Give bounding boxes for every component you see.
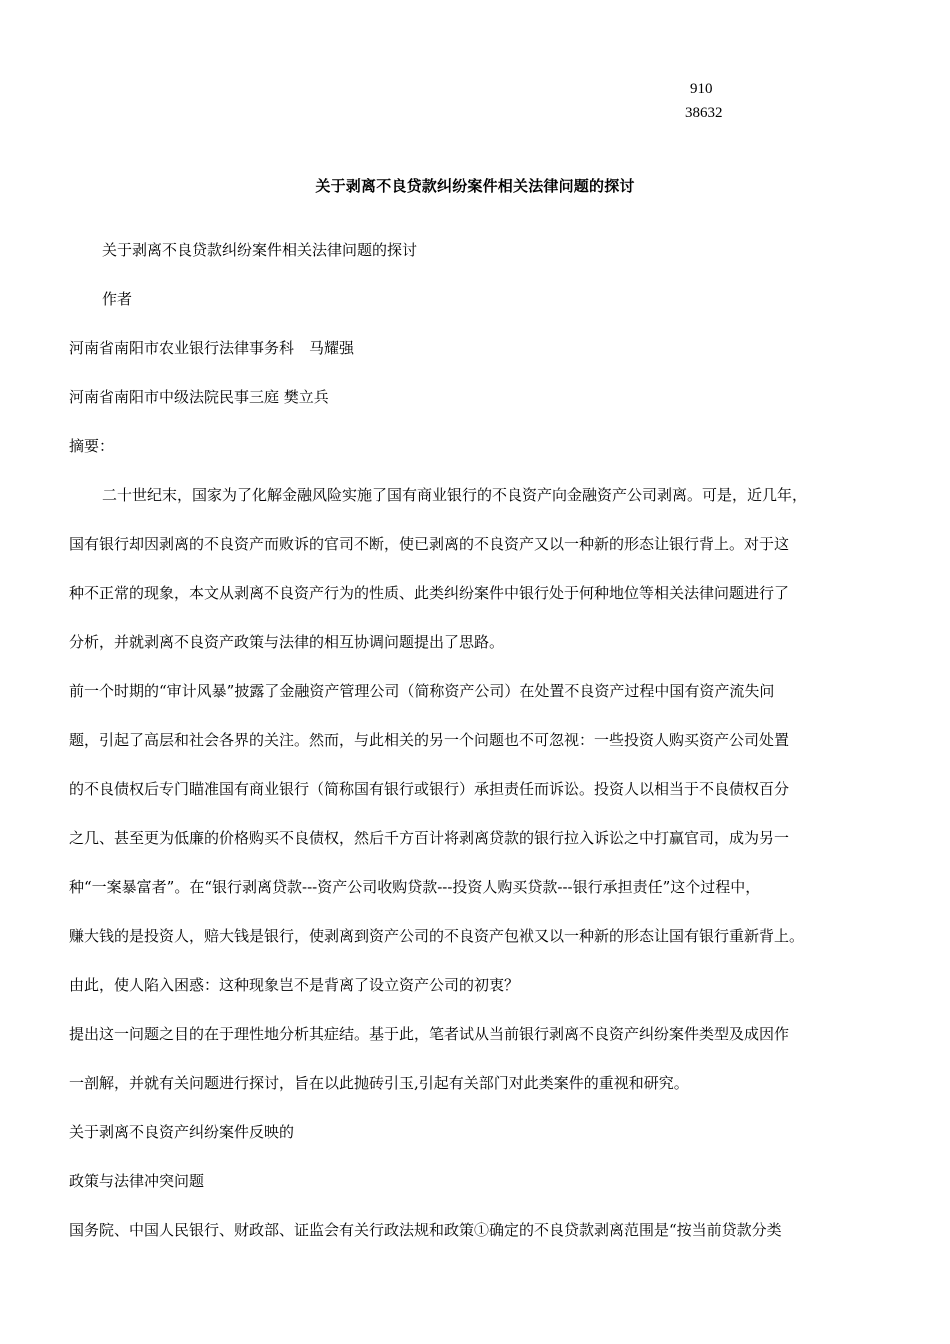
paragraph-line: 一剖解，并就有关问题进行探讨，旨在以此抛砖引玉,引起有关部门对此类案件的重视和研究。 <box>69 1074 689 1092</box>
author-label: 作者 <box>102 290 133 308</box>
document-body <box>69 228 894 1257</box>
paragraph-line: 提出这一问题之目的在于理性地分析其症结。基于此，笔者试从当前银行剥离不良资产纠纷案件类型及成因作 <box>69 1025 790 1043</box>
paragraph-line: 由此，使人陷入困惑：这种现象岂不是背离了设立资产公司的初衷？ <box>69 976 520 994</box>
subtitle-line: 关于剥离不良贷款纠纷案件相关法律问题的探讨 <box>102 241 418 259</box>
paragraph-line: 赚大钱的是投资人，赔大钱是银行，使剥离到资产公司的不良资产包袱又以一种新的形态让国有银行重新背上。 <box>69 927 805 945</box>
paragraph-line: 国务院、中国人民银行、财政部、证监会有关行政法规和政策①确定的不良贷款剥离范围是“按当前贷款分类 <box>69 1221 782 1239</box>
section-heading-line: 关于剥离不良资产纠纷案件反映的 <box>69 1123 295 1141</box>
paragraph-line: 前一个时期的“审计风暴”披露了金融资产管理公司（简称资产公司）在处置不良资产过程中国有资产流失问 <box>69 682 775 700</box>
author-line-2: 河南省南阳市中级法院民事三庭 樊立兵 <box>69 388 329 406</box>
section-heading-line: 政策与法律冲突问题 <box>69 1172 205 1190</box>
document-title: 关于剥离不良贷款纠纷案件相关法律问题的探讨 <box>315 177 635 195</box>
abstract-line: 种不正常的现象，本文从剥离不良资产行为的性质、此类纠纷案件中银行处于何种地位等相关法律问题进行了 <box>69 584 790 602</box>
abstract-label: 摘要： <box>69 437 115 455</box>
document-code-line-2: 38632 <box>685 105 723 121</box>
abstract-line: 二十世纪末，国家为了化解金融风险实施了国有商业银行的不良资产向金融资产公司剥离。可是，近几年， <box>102 486 808 504</box>
paragraph-line: 的不良债权后专门瞄准国有商业银行（简称国有银行或银行）承担责任而诉讼。投资人以相当于不良债权百分 <box>69 780 790 798</box>
document-code-line-1: 910 <box>690 81 713 97</box>
paragraph-line: 种“一案暴富者”。在“银行剥离贷款---资产公司收购贷款---投资人购买贷款---银行承担责任”这个过程中， <box>69 878 761 896</box>
abstract-line: 国有银行却因剥离的不良资产而败诉的官司不断，使已剥离的不良资产又以一种新的形态让银行背上。对于这 <box>69 535 790 553</box>
paragraph-line: 题，引起了高层和社会各界的关注。然而，与此相关的另一个问题也不可忽视：一些投资人购买资产公司处置 <box>69 731 790 749</box>
author-line-1: 河南省南阳市农业银行法律事务科 马耀强 <box>69 339 355 357</box>
paragraph-line: 之几、甚至更为低廉的价格购买不良债权，然后千方百计将剥离贷款的银行拉入诉讼之中打赢官司，成为另一 <box>69 829 790 847</box>
abstract-line: 分析，并就剥离不良资产政策与法律的相互协调问题提出了思路。 <box>69 633 505 651</box>
